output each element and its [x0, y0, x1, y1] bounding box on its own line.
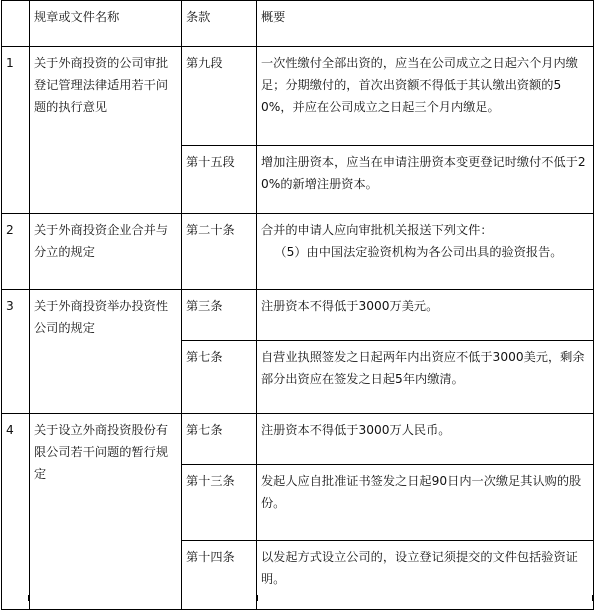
- article-label: 第七条: [186, 423, 223, 437]
- row-index-cell: [2, 47, 30, 214]
- article-cell: [182, 47, 257, 146]
- article-label: 第十五段: [186, 155, 235, 169]
- article-label: 第九段: [186, 56, 223, 70]
- article-cell: [182, 465, 257, 541]
- summary-line: 发起人应自批准证书签发之日起90日内一次缴足其认购的股份。: [261, 474, 582, 511]
- document-name-cell: [30, 414, 182, 610]
- header-row: [2, 1, 594, 47]
- summary-cell: [257, 47, 594, 146]
- summary-cell: [257, 146, 594, 214]
- row-index: 4: [6, 423, 14, 437]
- article-label: 第七条: [186, 350, 223, 364]
- summary-line: 自营业执照签发之日起两年内出资应不低于3000美元，剩余部分出资应在签发之日起5年内缴清。: [261, 350, 585, 387]
- document-name: 关于设立外商投资股份有限公司若干问题的暂行规定: [34, 423, 169, 482]
- table-body: [2, 47, 594, 610]
- grid-line-col2: [181, 595, 182, 601]
- summary-line: 增加注册资本，应当在申请注册资本变更登记时缴付不低于20%的新增注册资本。: [261, 155, 586, 192]
- row-index: 3: [6, 299, 14, 313]
- summary-sub-line: （5）由中国法定验资机构为各公司出具的验资报告。: [274, 245, 563, 260]
- row-index-cell: [2, 290, 30, 414]
- document-name: 关于外商投资的公司审批登记管理法律适用若干问题的执行意见: [34, 56, 169, 115]
- summary-line: 一次性缴付全部出资的，应当在公司成立之日起六个月内缴足；分期缴付的，首次出资额不得低于其认缴出资额的50%，并应在公司成立之日起三个月内缴足。: [261, 56, 578, 115]
- article-label: 第十四条: [186, 550, 235, 564]
- article-label: 第十三条: [186, 474, 235, 488]
- table-continuation-edge: [1, 595, 593, 601]
- article-cell: [182, 290, 257, 341]
- header-cell-name: 规章或文件名称: [30, 1, 182, 47]
- document-name-cell: [30, 290, 182, 414]
- row-index: 2: [6, 223, 14, 237]
- grid-line-left: [1, 595, 2, 601]
- summary-cell: [257, 214, 594, 290]
- table-row: [2, 414, 594, 465]
- document-name: 关于外商投资举办投资性公司的规定: [34, 299, 169, 336]
- summary-cell: [257, 341, 594, 414]
- table-row: [2, 290, 594, 341]
- article-label: 第二十条: [186, 223, 235, 237]
- row-index-cell: [2, 414, 30, 610]
- grid-line-col1: [28, 595, 29, 601]
- header-cell-article: 条款: [182, 1, 257, 47]
- summary-line: 注册资本不得低于3000万人民币。: [261, 423, 451, 437]
- article-cell: [182, 214, 257, 290]
- header-cell-index: [2, 1, 30, 47]
- summary-cell: [257, 290, 594, 341]
- table-row: [2, 214, 594, 290]
- summary-line: 以发起方式设立公司的，设立登记须提交的文件包括验资证明。: [261, 550, 578, 587]
- article-label: 第三条: [186, 299, 223, 313]
- document-name: 关于外商投资企业合并与分立的规定: [34, 223, 169, 260]
- summary-line: 合并的申请人应向审批机关报送下列文件：: [261, 223, 493, 237]
- article-cell: [182, 414, 257, 465]
- row-index: 1: [6, 56, 14, 70]
- grid-line-col3: [257, 595, 258, 601]
- table-row: [2, 47, 594, 146]
- regulations-table: [1, 0, 594, 610]
- header-cell-summary: 概要: [257, 1, 594, 47]
- table-header: [2, 1, 594, 47]
- article-cell: [182, 341, 257, 414]
- document-name-cell: [30, 47, 182, 214]
- row-index-cell: [2, 214, 30, 290]
- summary-cell: [257, 414, 594, 465]
- summary-cell: [257, 465, 594, 541]
- document-name-cell: [30, 214, 182, 290]
- grid-line-right: [592, 595, 593, 601]
- article-cell: [182, 146, 257, 214]
- summary-line: 注册资本不得低于3000万美元。: [261, 299, 439, 313]
